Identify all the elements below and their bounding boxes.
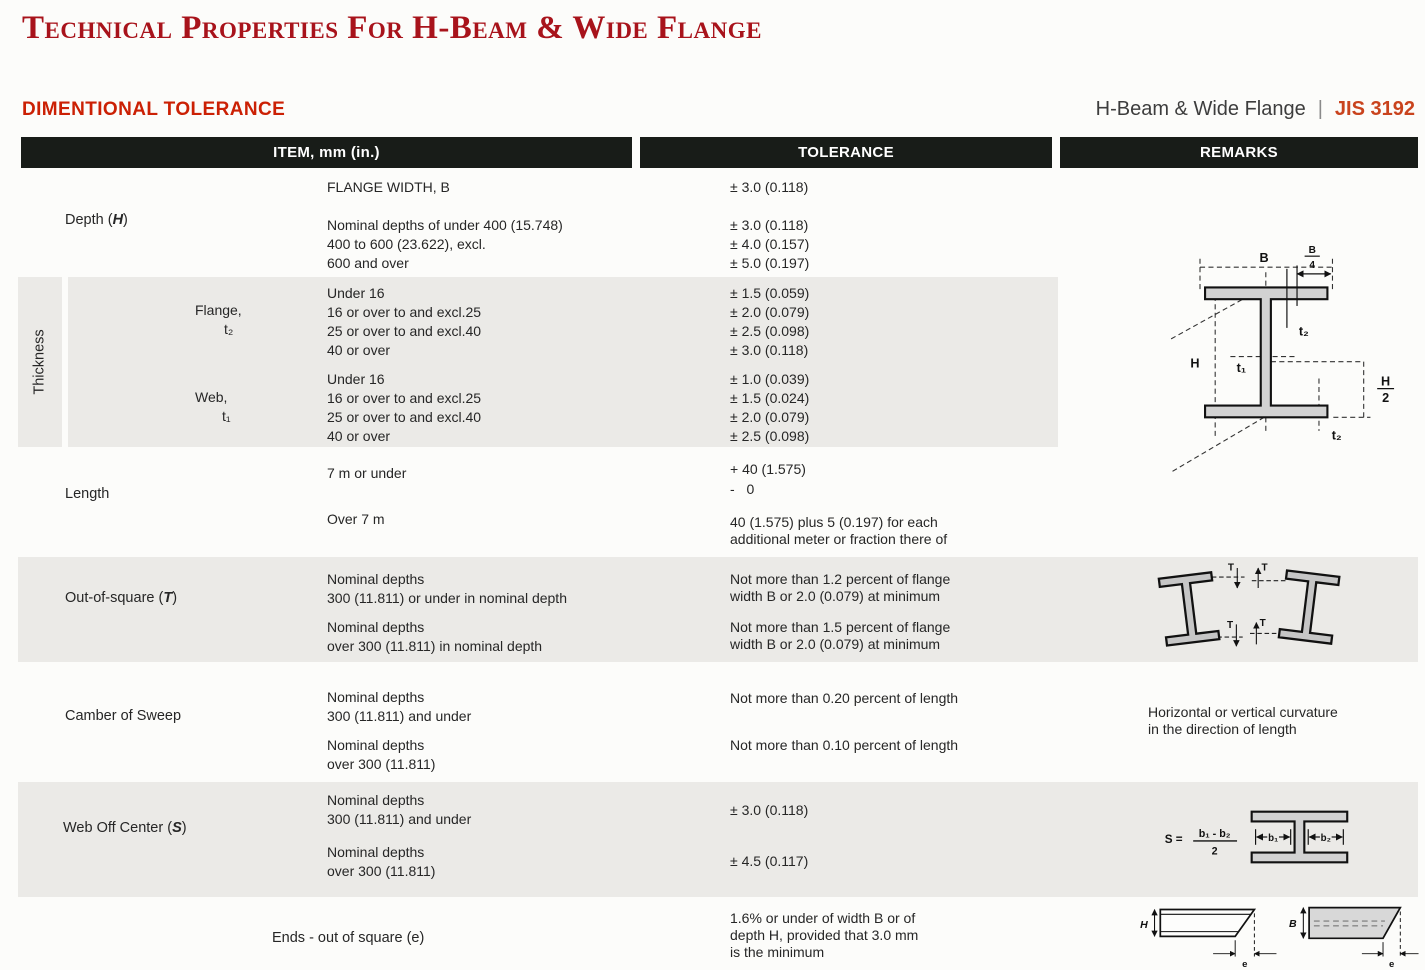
pipe-divider: |	[1317, 98, 1323, 120]
tolerance-line: ± 3.0 (0.118)	[730, 217, 809, 233]
flange-label: Flange,	[195, 302, 242, 318]
dim-label-t2-bottom: t₂	[1331, 428, 1342, 443]
camber-item-2	[327, 736, 435, 774]
web-off-center-item-1	[327, 791, 471, 829]
out-of-square-diagram	[1150, 562, 1350, 654]
ends-item: Ends - out of square (e)	[272, 930, 425, 946]
web-off-center-item-2	[327, 843, 435, 881]
subitem-line: over 300 (11.811) in nominal depth	[327, 638, 543, 654]
tolerance-line: ± 4.0 (0.157)	[730, 236, 810, 252]
thickness-group-label-box	[18, 277, 62, 447]
subitem-line: 25 or over to and excl.40	[327, 323, 482, 339]
out-of-square-tol-1	[730, 571, 950, 605]
subitem-line: Nominal depths	[327, 844, 425, 860]
formula-numerator: b₁ - b₂	[1198, 828, 1231, 840]
tolerance-line: Not more than 1.5 percent of flange	[730, 619, 951, 635]
thickness-group-label: Thickness	[32, 329, 48, 395]
ends-tol	[730, 910, 918, 961]
dim-label-B: B	[1288, 917, 1297, 930]
subitem-line: 40 or over	[327, 428, 391, 444]
camber-tol-1: Not more than 0.20 percent of length	[730, 690, 959, 706]
length-row-label: Length	[65, 486, 110, 502]
subitem-line: 40 or over	[327, 342, 391, 358]
length-item-2: Over 7 m	[327, 511, 385, 527]
depth-flange-width-item: FLANGE WIDTH, B	[327, 179, 450, 195]
dim-label-b1: b₁	[1268, 832, 1279, 844]
tolerance-line: width B or 2.0 (0.079) at minimum	[730, 588, 941, 604]
column-header-remarks: REMARKS	[1060, 137, 1418, 168]
depth-tolerances	[730, 216, 809, 273]
length-tol-2	[730, 514, 947, 548]
tolerance-line: 40 (1.575) plus 5 (0.197) for each	[730, 514, 938, 530]
out-of-square-item-1	[327, 570, 567, 608]
out-of-square-item-2	[327, 618, 542, 656]
product-name: H-Beam & Wide Flange	[1095, 98, 1306, 120]
subitem-line: 300 (11.811) or under in nominal depth	[327, 590, 567, 606]
dim-label-t1: t₁	[1236, 360, 1247, 375]
dim-label-t2-top: t₂	[1298, 324, 1309, 339]
page-title: Technical Properties For H-Beam & Wide Flange	[22, 10, 762, 46]
dim-label-H: H	[1190, 356, 1200, 371]
web-off-center-tol-2: ± 4.5 (0.117)	[730, 853, 809, 869]
tolerance-line: width B or 2.0 (0.079) at minimum	[730, 636, 941, 652]
tolerance-line: additional meter or fraction there of	[730, 531, 948, 547]
depth-row-label: Depth (H)	[65, 212, 128, 228]
tolerance-line: ± 2.5 (0.098)	[730, 428, 810, 444]
web-off-center-diagram	[1146, 798, 1371, 876]
tolerance-line: ± 3.0 (0.118)	[730, 342, 809, 358]
camber-tol-2: Not more than 0.10 percent of length	[730, 737, 959, 753]
dim-label-T: T	[1261, 562, 1268, 574]
dim-label-b2: b₂	[1320, 832, 1331, 844]
depth-flange-width-tol: ± 3.0 (0.118)	[730, 179, 809, 195]
subitem-line: Nominal depths	[327, 792, 425, 808]
remark-line: in the direction of length	[1148, 721, 1297, 737]
out-of-square-tol-2	[730, 619, 950, 653]
length-tol-1-minus: - 0	[730, 481, 759, 497]
dim-label-B: B	[1259, 251, 1269, 266]
subitem-line: 300 (11.811) and under	[327, 708, 472, 724]
subitem-line: over 300 (11.811)	[327, 863, 436, 879]
subitem-line: 16 or over to and excl.25	[327, 390, 482, 406]
dim-label-H: H	[1140, 918, 1148, 931]
column-header-item: ITEM, mm (in.)	[21, 137, 632, 168]
tolerance-line: ± 2.0 (0.079)	[730, 304, 810, 320]
subitem-line: Nominal depths	[327, 737, 425, 753]
subitem-line: over 300 (11.811)	[327, 756, 436, 772]
dim-label-T: T	[1226, 620, 1234, 631]
subitem-line: Nominal depths	[327, 619, 425, 635]
dim-label-e: e	[1242, 959, 1248, 970]
web-thickness-items	[327, 370, 481, 446]
web-off-center-tol-1: ± 3.0 (0.118)	[730, 802, 809, 818]
dim-label-B4-den: 4	[1309, 259, 1316, 271]
hbeam-cross-section-diagram	[1146, 228, 1416, 486]
tolerance-line: ± 2.0 (0.079)	[730, 409, 810, 425]
dim-label-T: T	[1259, 618, 1266, 630]
web-off-center-row-label: Web Off Center (S)	[63, 820, 187, 836]
subitem-line: 16 or over to and excl.25	[327, 304, 482, 320]
tolerance-line: ± 5.0 (0.197)	[730, 255, 810, 271]
column-header-tolerance: TOLERANCE	[640, 137, 1052, 168]
flange-thickness-tols	[730, 284, 809, 360]
web-thickness-tols	[730, 370, 809, 446]
camber-remark	[1148, 704, 1338, 738]
ends-out-of-square-diagram	[1128, 898, 1423, 970]
dim-label-H2-num: H	[1381, 374, 1391, 389]
tolerance-line: depth H, provided that 3.0 mm	[730, 927, 919, 943]
subitem-line: Under 16	[327, 285, 385, 301]
section-title: DIMENTIONAL TOLERANCE	[22, 99, 286, 120]
length-tol-1-plus: + 40 (1.575)	[730, 461, 806, 477]
header-right	[1096, 98, 1415, 121]
depth-subitems	[327, 216, 563, 273]
tolerance-line: ± 1.0 (0.039)	[730, 371, 810, 387]
subitem-line: 25 or over to and excl.40	[327, 409, 482, 425]
tolerance-line: 1.6% or under of width B or of	[730, 910, 916, 926]
web-symbol: t₁	[222, 408, 231, 424]
subitem-line: 300 (11.811) and under	[327, 811, 472, 827]
tolerance-line: is the minimum	[730, 944, 825, 960]
tolerance-line: ± 2.5 (0.098)	[730, 323, 810, 339]
formula-S: S =	[1164, 832, 1183, 846]
subitem-line: Nominal depths of under 400 (15.748)	[327, 217, 563, 233]
subitem-line: Nominal depths	[327, 689, 425, 705]
subitem-line: Under 16	[327, 371, 385, 387]
remark-line: Horizontal or vertical curvature	[1148, 704, 1338, 720]
flange-symbol: t₂	[224, 321, 234, 337]
tolerance-line: ± 1.5 (0.024)	[730, 390, 810, 406]
tolerance-line: Not more than 1.2 percent of flange	[730, 571, 951, 587]
length-item-1: 7 m or under	[327, 465, 407, 481]
tolerance-line: ± 1.5 (0.059)	[730, 285, 810, 301]
dim-label-T: T	[1227, 562, 1234, 574]
subitem-line: Nominal depths	[327, 571, 425, 587]
dim-label-e: e	[1388, 959, 1395, 970]
subitem-line: 400 to 600 (23.622), excl.	[327, 236, 486, 252]
formula-denominator: 2	[1211, 845, 1218, 858]
dim-label-B4-num: B	[1308, 244, 1316, 256]
dim-label-H2-den: 2	[1382, 391, 1390, 406]
standard-code: JIS 3192	[1334, 98, 1415, 120]
web-label: Web,	[195, 389, 228, 405]
out-of-square-row-label: Out-of-square (T)	[65, 590, 178, 606]
subitem-line: 600 and over	[327, 255, 409, 271]
camber-row-label: Camber of Sweep	[65, 708, 182, 724]
flange-thickness-items	[327, 284, 481, 360]
camber-item-1	[327, 688, 471, 726]
